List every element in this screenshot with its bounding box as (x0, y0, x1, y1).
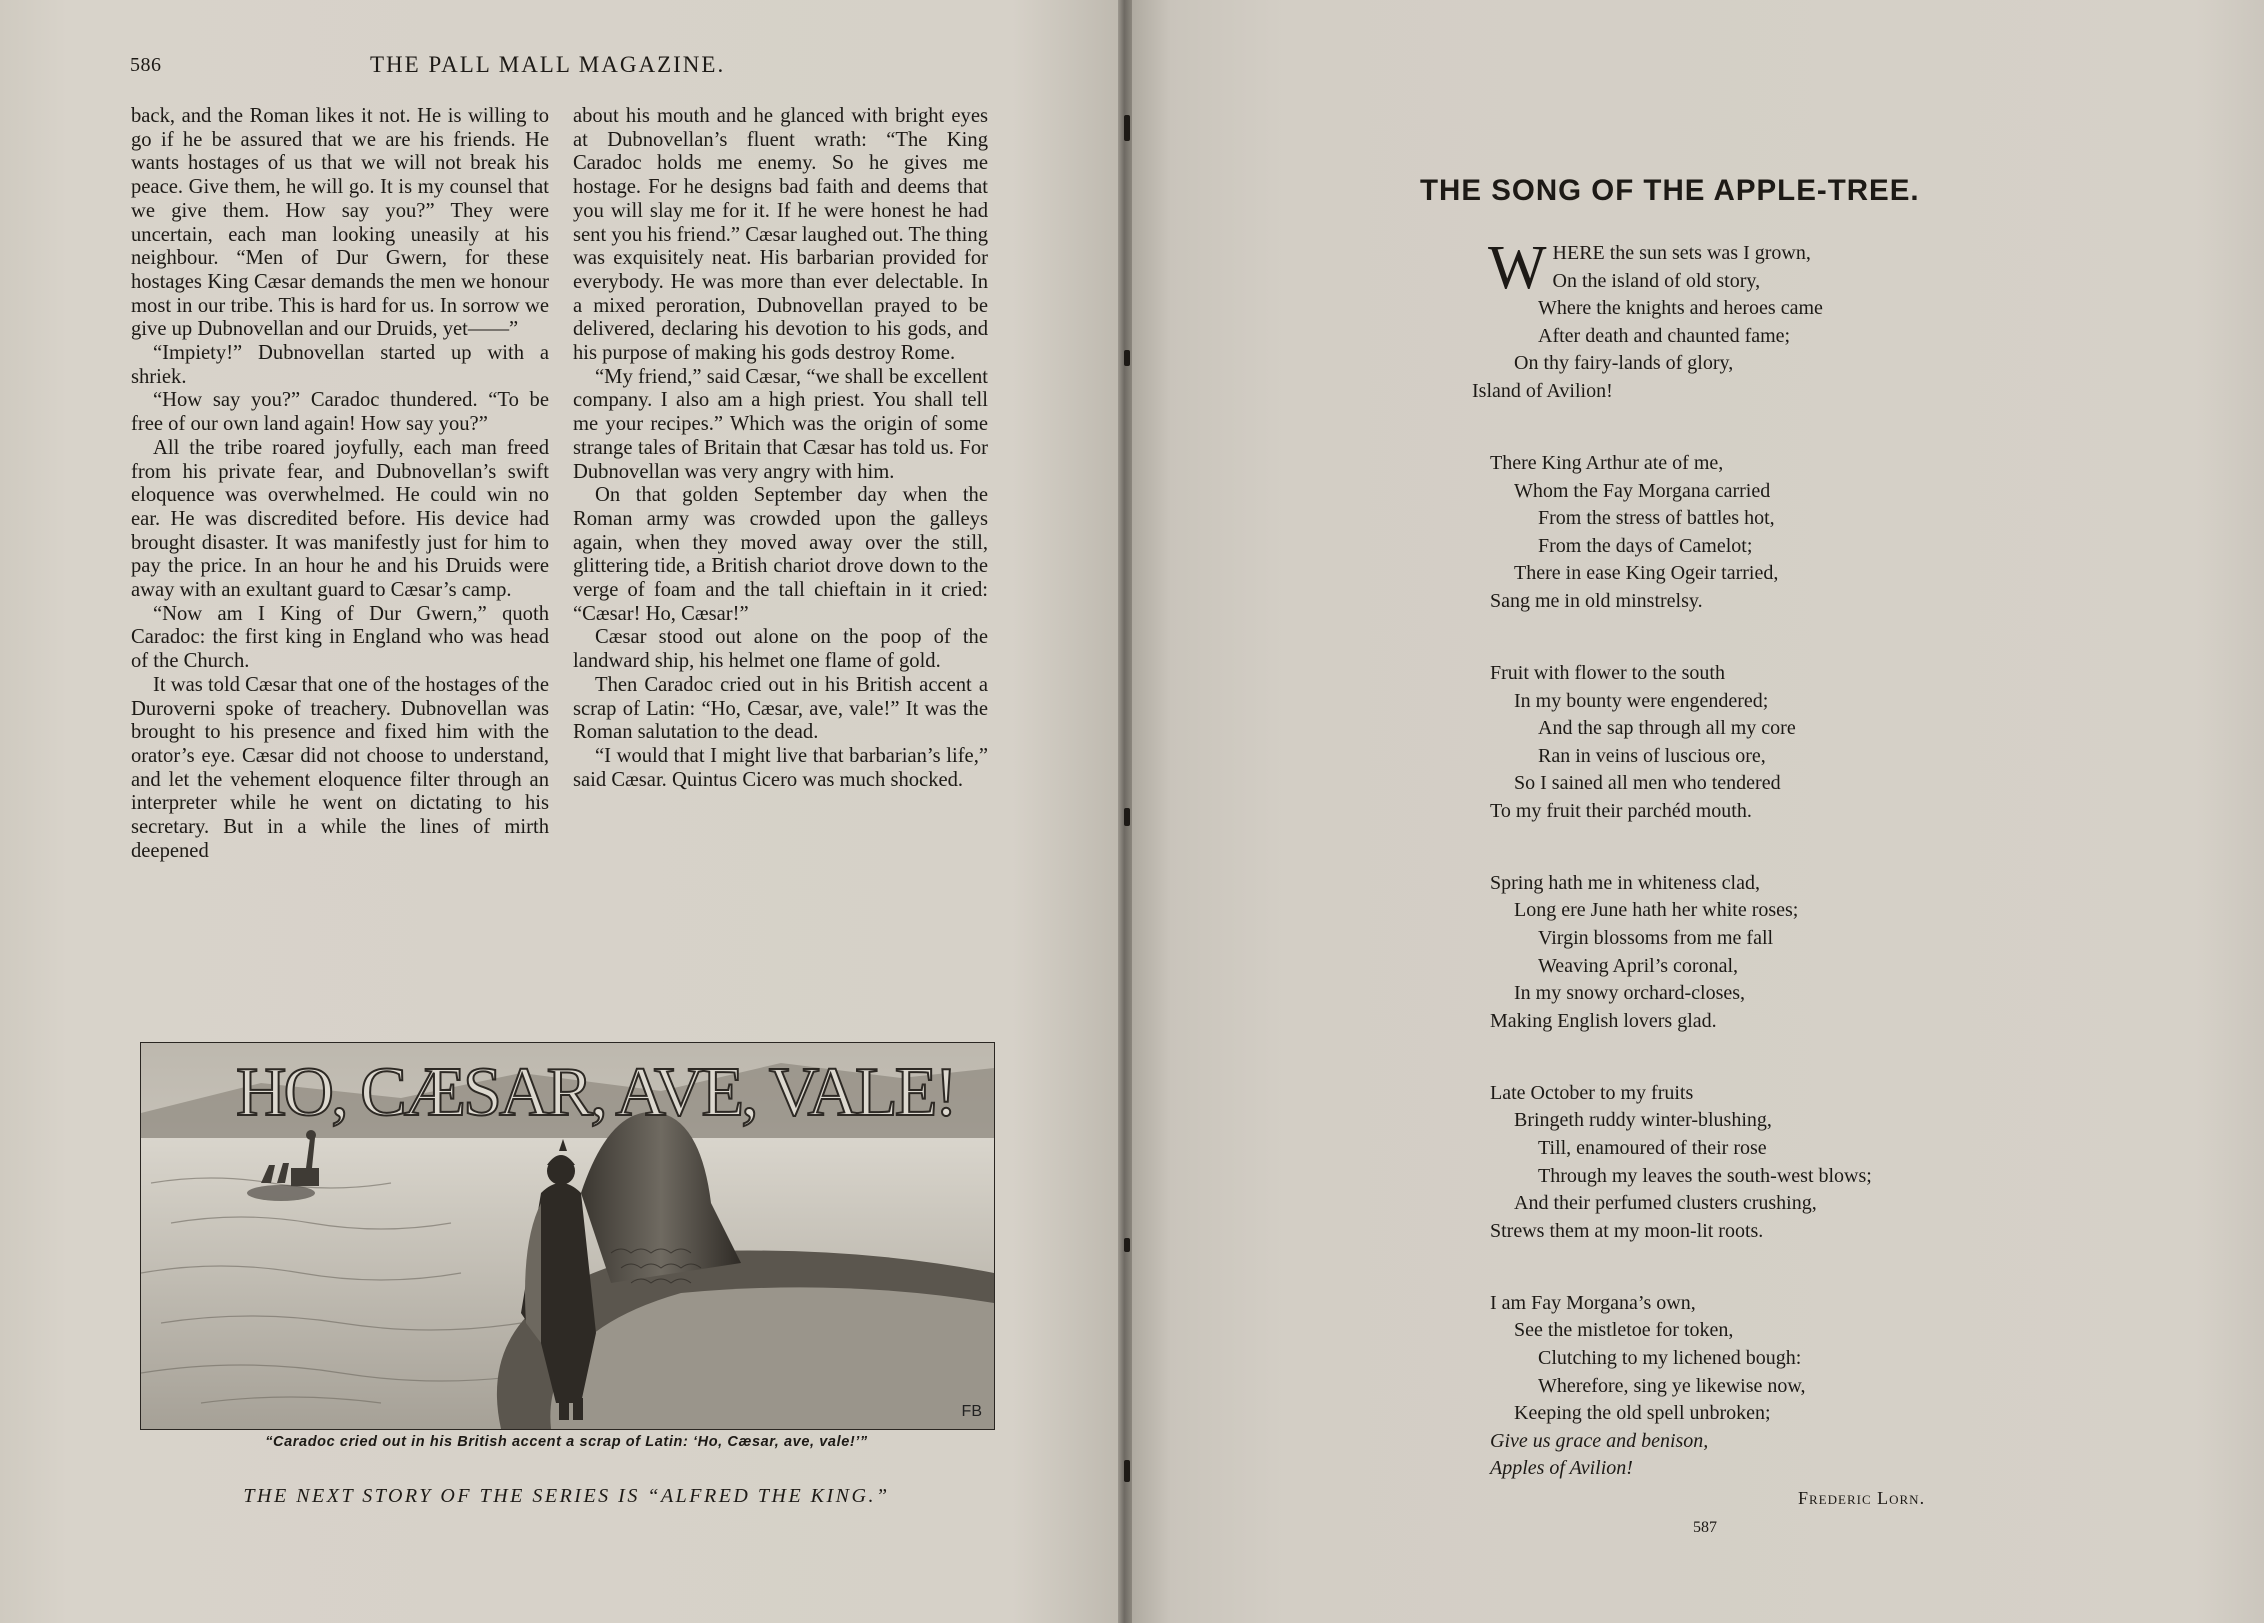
page-number-left: 586 (130, 54, 162, 76)
poem-line: Till, enamoured of their rose (1538, 1137, 1767, 1159)
illustration (140, 1042, 995, 1430)
paragraph: “How say you?” Caradoc thundered. “To be free of our own land again! How say you?” (131, 389, 549, 436)
poem-line: Sang me in old minstrelsy. (1490, 589, 1703, 612)
page-number-right: 587 (1693, 1519, 1717, 1536)
paragraph: Cæsar stood out alone on the poop of the landward ship, his helmet one flame of gold. (573, 626, 988, 673)
poem-line: Long ere June hath her white roses; (1514, 899, 1799, 922)
poem-line: On thy fairy-lands of glory, (1514, 352, 1734, 375)
poem-line: Whom the Fay Morgana carried (1514, 479, 1771, 502)
poem-line: So I sained all men who tendered (1514, 772, 1781, 795)
running-head: THE PALL MALL MAGAZINE. (370, 52, 726, 77)
poem-line: And the sap through all my core (1538, 717, 1796, 740)
poem-line: Through my leaves the south-west blows; (1538, 1164, 1872, 1187)
binding-stitch (1124, 115, 1130, 141)
poem-line: Clutching to my lichened bough: (1538, 1346, 1802, 1369)
poem-line: Virgin blossoms from me fall (1538, 927, 1774, 950)
poem-line: And their perfumed clusters crushing, (1514, 1192, 1817, 1215)
poem-line: Keeping the old spell unbroken; (1514, 1402, 1771, 1425)
poem-line: Wherefore, sing ye likewise now, (1538, 1374, 1806, 1397)
paragraph: “My friend,” said Cæsar, “we shall be excellent company. I also am a high priest. You shall tell me your recipes.” Which was the origin of some strange tales of Britain that Cæsar has told us. For Dubnovellan was very angry with him. (573, 365, 988, 483)
poem-line: There in ease King Ogeir tarried, (1514, 562, 1779, 585)
stanza (1490, 1290, 1872, 1483)
poem (1472, 234, 1872, 1527)
paragraph: On that golden September day when the Roman army was crowded upon the galleys again, when they moved away over the still, glittering tide, a British chariot drove down to the verge of foam and the tall chieftain in it cried: “Cæsar! Ho, Cæsar!” (573, 484, 988, 625)
poem-line: Where the knights and heroes came (1538, 297, 1823, 320)
poem-line: Late October to my fruits (1490, 1081, 1694, 1104)
poem-line-text: HERE the sun sets was I grown, (1552, 242, 1811, 264)
poem-line: See the mistletoe for token, (1514, 1319, 1734, 1342)
illustration-title: HO, CÆSAR, AVE, VALE! (236, 1054, 955, 1131)
paragraph: “Impiety!” Dubnovellan started up with a shriek. (131, 342, 549, 388)
poem-line: Spring hath me in whiteness clad, (1490, 871, 1760, 894)
poem-line: From the stress of battles hot, (1538, 507, 1775, 530)
poem-title: THE SONG OF THE APPLE-TREE. (1420, 174, 1920, 207)
poem-line: To my fruit their parchéd mouth. (1490, 799, 1752, 822)
poem-line: I am Fay Morgana’s own, (1490, 1291, 1696, 1314)
poem-line: Strews them at my moon-lit roots. (1490, 1219, 1764, 1242)
poem-line: From the days of Camelot; (1538, 534, 1753, 557)
poem-line: Ran in veins of luscious ore, (1538, 744, 1766, 767)
binding-stitch (1124, 1238, 1130, 1252)
poem-line: Apples of Avilion! (1490, 1457, 1633, 1480)
poem-line: After death and chaunted fame; (1538, 324, 1791, 347)
poem-line: Bringeth ruddy winter-blushing, (1514, 1109, 1772, 1132)
poem-line: In my snowy orchard-closes, (1514, 982, 1746, 1005)
paragraph: “I would that I might live that barbarian’s life,” said Cæsar. Quintus Cicero was much shocked. (573, 744, 988, 791)
poem-line: Making English lovers glad. (1490, 1009, 1717, 1032)
poem-line: Fruit with flower to the south (1490, 661, 1725, 684)
poem-line: Give us grace and benison, (1490, 1429, 1709, 1452)
stanza (1490, 450, 1872, 616)
stanza (1472, 234, 1872, 406)
text-column-1 (131, 105, 549, 864)
stanza (1490, 1080, 1872, 1246)
paragraph: about his mouth and he glanced with bright eyes at Dubnovellan’s fluent wrath: “The King Caradoc holds me enemy. So he gives me hostage. For he designs bad faith and deems that you will slay me for it. If he were honest he had sent you his friend.” Cæsar laughed out. The thing was exquisitely neat. His barbarian provided for everybody. He was more than ever delectable. In a mixed peroration, Dubnovellan prayed to be delivered, declaring his devotion to his gods, and his purpose of making his gods destroy Rome. (573, 105, 988, 365)
next-story-notice: THE NEXT STORY OF THE SERIES IS “ALFRED THE KING.” (243, 1485, 890, 1507)
poem-line: On the island of old story, (1552, 269, 1761, 292)
left-page (0, 0, 1125, 1623)
poem-line: There King Arthur ate of me, (1490, 451, 1724, 474)
paragraph: “Now am I King of Dur Gwern,” quoth Caradoc: the first king in England who was head of the Church. (131, 602, 549, 673)
binding-stitch (1124, 808, 1130, 826)
poem-author: Frederic Lorn. (1798, 1488, 1926, 1508)
stanza (1490, 870, 1872, 1036)
paragraph: All the tribe roared joyfully, each man freed from his private fear, and Dubnovellan’s swift eloquence was overwhelmed. He could win no ear. He was discredited before. His device had brought disaster. It was manifestly just for him to pay the price. In an hour he and his Druids were away with an exultant guard to Cæsar’s camp. (131, 436, 549, 602)
binding-stitch (1124, 350, 1130, 366)
binding-stitch (1124, 1460, 1130, 1482)
poem-line: Weaving April’s coronal, (1538, 954, 1739, 977)
stanza (1490, 660, 1872, 826)
paragraph: It was told Cæsar that one of the hostages of the Duroverni spoke of treachery. Dubnovellan was brought to his presence and fixed him with the orator’s eye. Cæsar did not choose to understand, and let the vehement eloquence filter through an interpreter while he went on dictating to his secretary. But in a while the lines of mirth deepened (131, 673, 549, 862)
illustration-caption: “Caradoc cried out in his British accent a scrap of Latin: ‘Ho, Cæsar, ave, vale!’” (265, 1434, 868, 1450)
poem-line: In my bounty were engendered; (1514, 689, 1769, 712)
drop-cap: W (1488, 234, 1547, 302)
paragraph: back, and the Roman likes it not. He is willing to go if he be assured that we are his friends. He wants hostages of us that we will not break his peace. Give them, he will go. It is my counsel that we give them. How say you?” They were uncertain, each man looking uneasily at his neighbour. “Men of Dur Gwern, for these hostages King Cæsar demands the men we honour most in our tribe. This is hard for us. In sorrow we give up Dubnovellan and our Druids, yet——” (131, 105, 549, 341)
artist-signature: FB (961, 1403, 982, 1420)
poem-line: Island of Avilion! (1472, 379, 1613, 402)
text-column-2 (573, 105, 988, 792)
paragraph: Then Caradoc cried out in his British accent a scrap of Latin: “Ho, Cæsar, ave, vale!” It was the Roman salutation to the dead. (573, 673, 988, 744)
